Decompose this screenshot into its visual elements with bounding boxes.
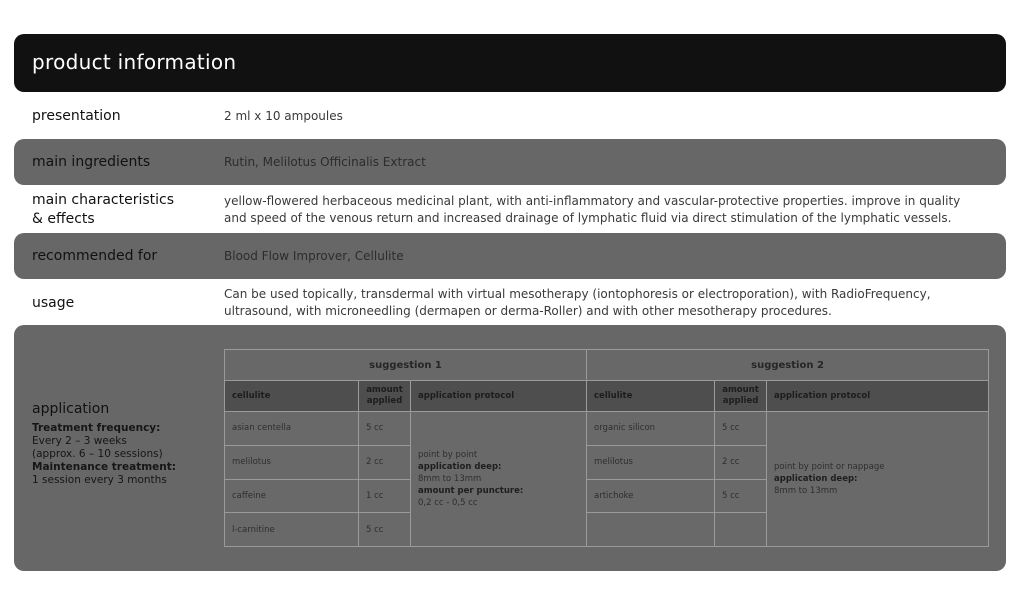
s1-protocol-amount-value: 0,2 cc - 0,5 cc bbox=[418, 498, 478, 508]
suggestions-table bbox=[224, 349, 989, 547]
s2-ingredient: organic silicon bbox=[587, 412, 715, 446]
suggestion1-title: suggestion 1 bbox=[225, 350, 587, 381]
characteristics-row bbox=[14, 188, 1006, 232]
s2-ingredient: artichoke bbox=[587, 479, 715, 513]
s1-protocol-amount-label: amount per puncture: bbox=[418, 486, 524, 496]
ingredients-label: main ingredients bbox=[32, 154, 151, 170]
s1-ingredient: melilotus bbox=[225, 445, 359, 479]
s1-ingredient: caffeine bbox=[225, 479, 359, 513]
usage-row bbox=[14, 282, 1006, 324]
s2-col-cellulite: cellulite bbox=[587, 381, 715, 412]
presentation-value: 2 ml x 10 ampoules bbox=[224, 109, 343, 123]
s1-col-amount: amount applied bbox=[359, 381, 411, 412]
characteristics-label-line1: main characteristics bbox=[32, 192, 175, 208]
s1-protocol-deep-label: application deep: bbox=[418, 462, 502, 472]
s1-amount: 5 cc bbox=[359, 412, 411, 446]
treatment-line1: Every 2 – 3 weeks bbox=[32, 435, 127, 447]
s1-protocol bbox=[411, 412, 587, 547]
maintenance-heading: Maintenance treatment: bbox=[32, 461, 176, 473]
treatment-heading: Treatment frequency: bbox=[32, 422, 161, 434]
s1-amount: 2 cc bbox=[359, 445, 411, 479]
s2-amount bbox=[715, 513, 767, 547]
s1-amount: 5 cc bbox=[359, 513, 411, 547]
s1-ingredient: l-carnitine bbox=[225, 513, 359, 547]
characteristics-label bbox=[32, 191, 174, 229]
application-panel bbox=[14, 325, 1006, 571]
s2-protocol-deep-value: 8mm to 13mm bbox=[774, 486, 838, 496]
product-info-header bbox=[14, 34, 1006, 92]
s2-protocol-line1: point by point or nappage bbox=[774, 462, 885, 472]
usage-label: usage bbox=[32, 295, 75, 311]
application-label: application bbox=[32, 401, 110, 417]
presentation-row bbox=[14, 99, 1006, 135]
s1-col-cellulite: cellulite bbox=[225, 381, 359, 412]
characteristics-value: yellow-flowered herbaceous medicinal plant, with anti-inflammatory and vascular-protective properties. improve in quality and speed of the venous return and increased drainage of lymphatic fluid via direct stimulation of the lymphatic vessels. bbox=[224, 194, 961, 225]
s2-amount: 5 cc bbox=[715, 412, 767, 446]
application-info bbox=[32, 401, 222, 487]
s2-ingredient bbox=[587, 513, 715, 547]
recommended-value: Blood Flow Improver, Cellulite bbox=[224, 249, 404, 263]
s1-col-protocol: application protocol bbox=[411, 381, 587, 412]
s1-protocol-line1: point by point bbox=[418, 450, 478, 460]
s2-col-amount: amount applied bbox=[715, 381, 767, 412]
recommended-row bbox=[14, 233, 1006, 279]
treatment-line2: (approx. 6 – 10 sessions) bbox=[32, 448, 163, 460]
s2-protocol-deep-label: application deep: bbox=[774, 474, 858, 484]
ingredients-value: Rutin, Melilotus Officinalis Extract bbox=[224, 155, 426, 169]
suggestion2-title: suggestion 2 bbox=[587, 350, 989, 381]
characteristics-label-line2: & effects bbox=[32, 211, 95, 227]
s1-protocol-deep-value: 8mm to 13mm bbox=[418, 474, 482, 484]
ingredients-row bbox=[14, 139, 1006, 185]
s2-ingredient: melilotus bbox=[587, 445, 715, 479]
s2-amount: 5 cc bbox=[715, 479, 767, 513]
s1-amount: 1 cc bbox=[359, 479, 411, 513]
s2-col-protocol: application protocol bbox=[767, 381, 989, 412]
usage-value: Can be used topically, transdermal with virtual mesotherapy (iontophoresis or electroporation), with RadioFrequency, ultrasound, with microneedling (dermapen or derma-Roller) and with other mesotherapy procedures. bbox=[224, 287, 931, 318]
s2-protocol bbox=[767, 412, 989, 547]
presentation-label: presentation bbox=[32, 108, 121, 124]
s2-amount: 2 cc bbox=[715, 445, 767, 479]
treatment-frequency bbox=[32, 422, 222, 487]
page-title: product information bbox=[32, 50, 237, 74]
table-row bbox=[225, 412, 989, 446]
recommended-label: recommended for bbox=[32, 248, 158, 264]
maintenance-line: 1 session every 3 months bbox=[32, 474, 167, 486]
s1-ingredient: asian centella bbox=[225, 412, 359, 446]
